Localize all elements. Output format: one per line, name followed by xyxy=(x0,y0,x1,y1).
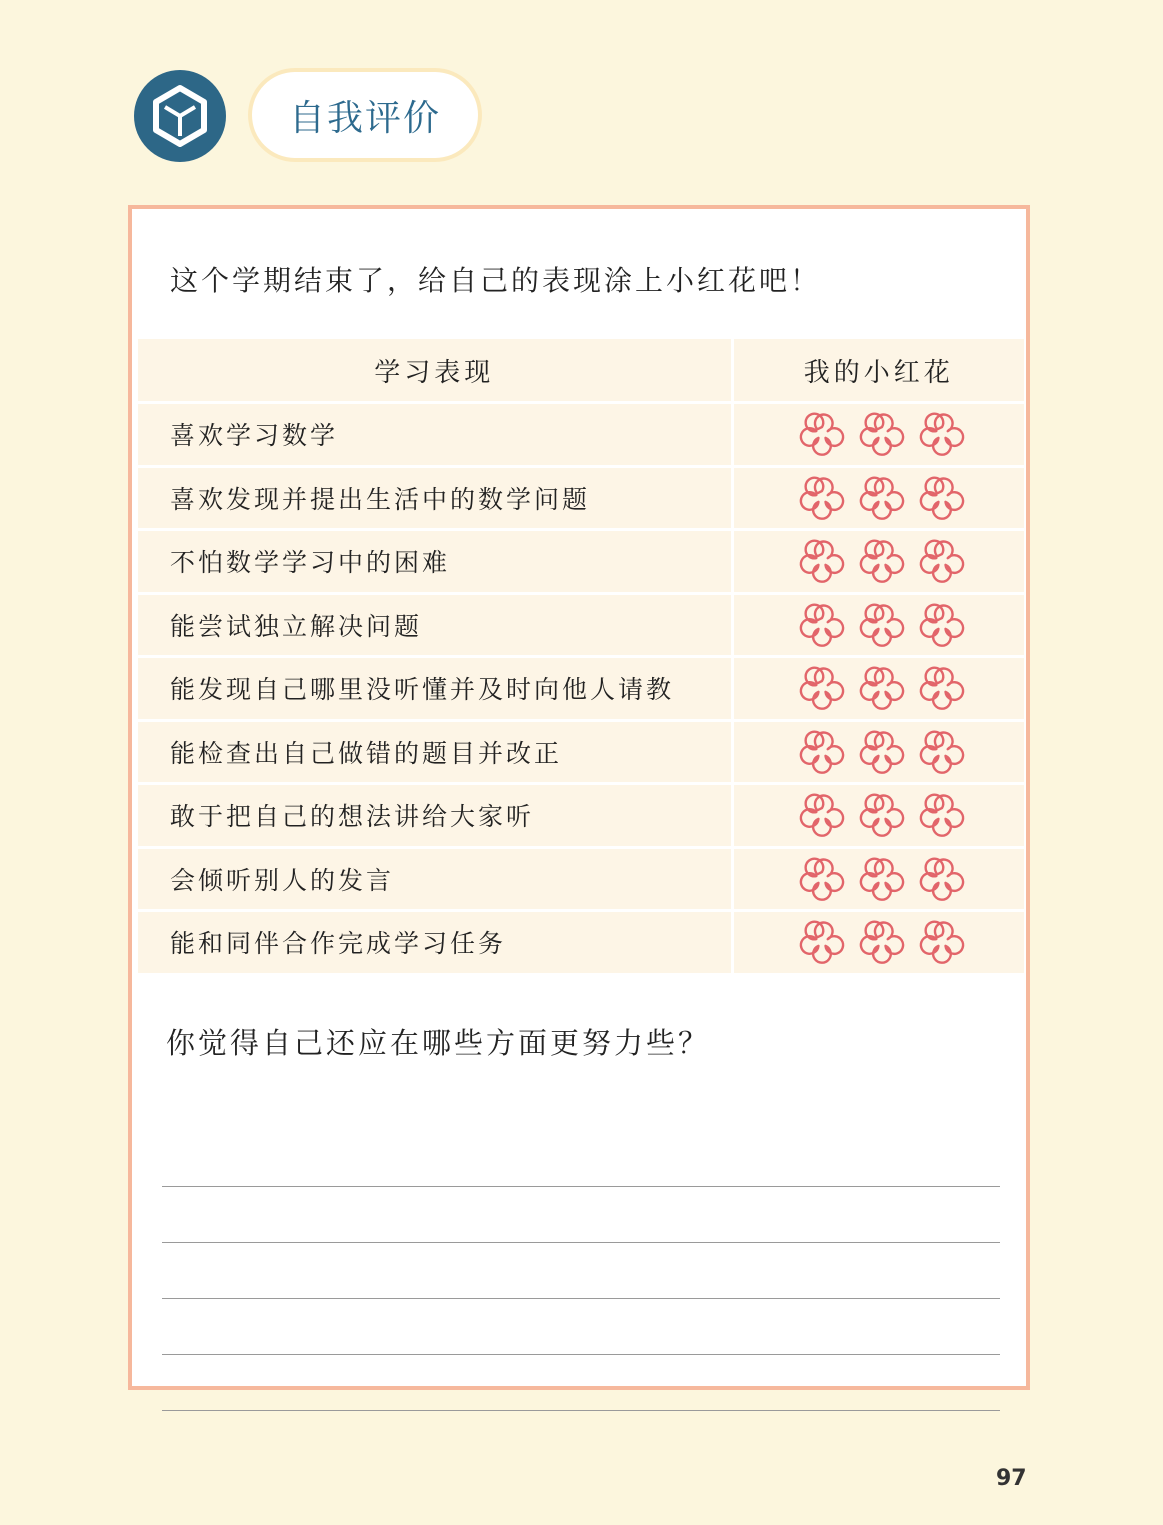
performance-label: 喜欢学习数学 xyxy=(138,403,732,467)
flower-group xyxy=(792,662,966,710)
intro-text: 这个学期结束了，给自己的表现涂上小红花吧！ xyxy=(170,264,822,297)
flower-outline-icon[interactable] xyxy=(798,853,846,901)
flower-outline-icon[interactable] xyxy=(798,662,846,710)
flower-outline-icon[interactable] xyxy=(858,662,906,710)
flower-outline-icon[interactable] xyxy=(858,853,906,901)
header-performance: 学习表现 xyxy=(138,339,732,403)
flowers-cell xyxy=(732,593,1024,657)
flowers-cell xyxy=(732,720,1024,784)
performance-label: 能发现自己哪里没听懂并及时向他人请教 xyxy=(138,657,732,721)
flower-outline-icon[interactable] xyxy=(798,535,846,583)
table-row xyxy=(138,403,1024,467)
flower-group xyxy=(792,916,966,964)
table-row xyxy=(138,466,1024,530)
flower-outline-icon[interactable] xyxy=(918,916,966,964)
flower-outline-icon[interactable] xyxy=(918,535,966,583)
flower-outline-icon[interactable] xyxy=(798,599,846,647)
evaluation-table xyxy=(138,339,1024,976)
flower-outline-icon[interactable] xyxy=(918,789,966,837)
section-title-pill xyxy=(252,72,478,158)
flower-outline-icon[interactable] xyxy=(858,726,906,774)
performance-label: 能检查出自己做错的题目并改正 xyxy=(138,720,732,784)
table-row xyxy=(138,720,1024,784)
flowers-cell xyxy=(732,911,1024,975)
flower-outline-icon[interactable] xyxy=(918,726,966,774)
hexagon-cube-icon xyxy=(134,70,226,162)
flower-group xyxy=(792,472,966,520)
performance-label: 能尝试独立解决问题 xyxy=(138,593,732,657)
flower-group xyxy=(792,726,966,774)
flower-group xyxy=(792,408,966,456)
answer-line[interactable] xyxy=(162,1299,1000,1355)
answer-line[interactable] xyxy=(162,1243,1000,1299)
flowers-cell xyxy=(732,403,1024,467)
performance-label: 会倾听别人的发言 xyxy=(138,847,732,911)
flower-outline-icon[interactable] xyxy=(798,408,846,456)
flowers-cell xyxy=(732,657,1024,721)
flower-outline-icon[interactable] xyxy=(918,853,966,901)
flower-outline-icon[interactable] xyxy=(798,472,846,520)
flower-outline-icon[interactable] xyxy=(918,472,966,520)
table-header-row xyxy=(138,339,1024,403)
table-row xyxy=(138,593,1024,657)
flower-outline-icon[interactable] xyxy=(858,789,906,837)
table-row xyxy=(138,657,1024,721)
header-flowers: 我的小红花 xyxy=(732,339,1024,403)
answer-line[interactable] xyxy=(162,1187,1000,1243)
performance-label: 敢于把自己的想法讲给大家听 xyxy=(138,784,732,848)
card-body xyxy=(132,209,1026,1386)
flower-outline-icon[interactable] xyxy=(858,408,906,456)
flower-group xyxy=(792,853,966,901)
page-number: 97 xyxy=(996,1466,1027,1491)
flower-outline-icon[interactable] xyxy=(918,599,966,647)
flower-outline-icon[interactable] xyxy=(858,472,906,520)
table-row xyxy=(138,847,1024,911)
flower-outline-icon[interactable] xyxy=(798,726,846,774)
answer-line[interactable] xyxy=(162,1131,1000,1187)
flower-outline-icon[interactable] xyxy=(798,789,846,837)
flower-outline-icon[interactable] xyxy=(858,916,906,964)
table-row xyxy=(138,784,1024,848)
flower-outline-icon[interactable] xyxy=(858,535,906,583)
reflection-question: 你觉得自己还应在哪些方面更努力些？ xyxy=(166,1026,711,1060)
flower-outline-icon[interactable] xyxy=(918,662,966,710)
self-evaluation-card xyxy=(128,205,1030,1390)
flowers-cell xyxy=(732,847,1024,911)
flower-outline-icon[interactable] xyxy=(858,599,906,647)
table-body xyxy=(138,403,1024,975)
flowers-cell xyxy=(732,466,1024,530)
flower-outline-icon[interactable] xyxy=(798,916,846,964)
flower-outline-icon[interactable] xyxy=(918,408,966,456)
performance-label: 喜欢发现并提出生活中的数学问题 xyxy=(138,466,732,530)
performance-label: 不怕数学学习中的困难 xyxy=(138,530,732,594)
flowers-cell xyxy=(732,530,1024,594)
answer-lines xyxy=(162,1131,1000,1411)
section-title: 自我评价 xyxy=(288,97,441,139)
flower-group xyxy=(792,599,966,647)
table-row xyxy=(138,911,1024,975)
flowers-cell xyxy=(732,784,1024,848)
performance-label: 能和同伴合作完成学习任务 xyxy=(138,911,732,975)
answer-line[interactable] xyxy=(162,1355,1000,1411)
flower-group xyxy=(792,535,966,583)
table-row xyxy=(138,530,1024,594)
flower-group xyxy=(792,789,966,837)
